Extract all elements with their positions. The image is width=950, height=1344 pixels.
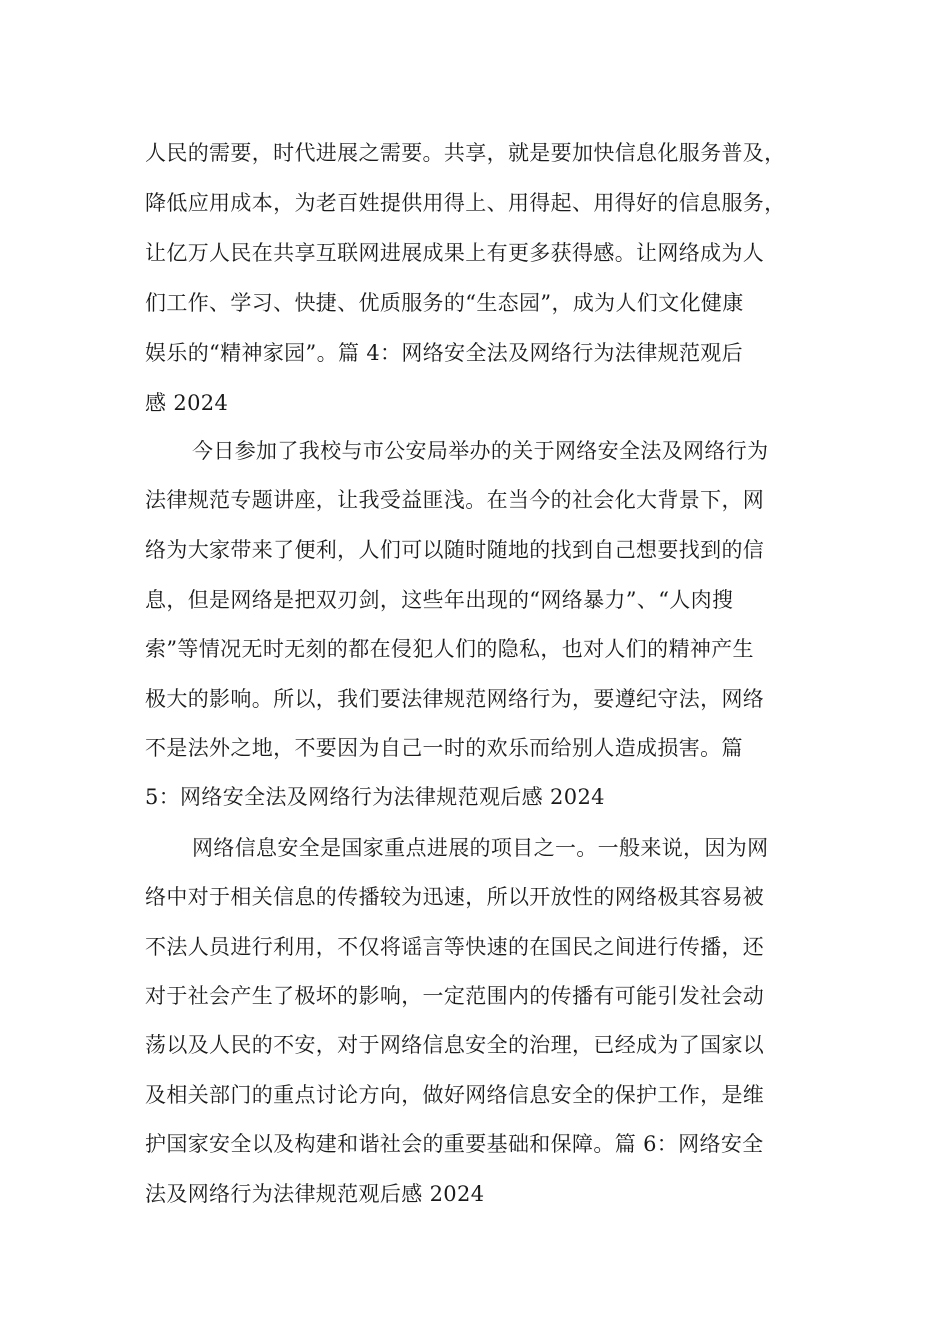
text-line: 索”等情况无时无刻的都在侵犯人们的隐私，也对人们的精神产生	[145, 637, 754, 661]
text-line: 感 2024	[145, 391, 229, 415]
text-line: 息，但是网络是把双刃剑，这些年出现的“网络暴力”、“人肉搜	[145, 588, 734, 612]
text-line: 极大的影响。所以，我们要法律规范网络行为，要遵纪守法，网络	[145, 687, 765, 711]
text-line: 网络信息安全是国家重点进展的项目之一。一般来说，因为网	[192, 836, 769, 860]
text-line: 人民的需要，时代进展之需要。共享，就是要加快信息化服务普及，	[145, 141, 786, 165]
text-line: 法律规范专题讲座，让我受益匪浅。在当今的社会化大背景下，网	[145, 488, 765, 512]
text-line: 荡以及人民的不安，对于网络信息安全的治理，已经成为了国家以	[145, 1033, 765, 1057]
text-line: 法及网络行为法律规范观后感 2024	[145, 1182, 485, 1206]
text-line: 对于社会产生了极坏的影响，一定范围内的传播有可能引发社会动	[145, 984, 765, 1008]
text-line: 降低应用成本，为老百姓提供用得上、用得起、用得好的信息服务，	[145, 191, 786, 215]
text-line: 及相关部门的重点讨论方向，做好网络信息安全的保护工作，是维	[145, 1083, 765, 1107]
text-line: 让亿万人民在共享互联网进展成果上有更多获得感。让网络成为人	[145, 241, 765, 265]
text-line: 络为大家带来了便利，人们可以随时随地的找到自己想要找到的信	[145, 538, 765, 562]
text-line: 不法人员进行利用，不仅将谣言等快速的在国民之间进行传播，还	[145, 935, 765, 959]
text-line: 们工作、学习、快捷、优质服务的“生态园”，成为人们文化健康	[145, 291, 744, 315]
text-line: 络中对于相关信息的传播较为迅速，所以开放性的网络极其容易被	[145, 885, 765, 909]
text-line: 娱乐的“精神家园”。篇 4：网络安全法及网络行为法律规范观后	[145, 341, 744, 365]
text-line: 5：网络安全法及网络行为法律规范观后感 2024	[145, 785, 605, 809]
text-line: 今日参加了我校与市公安局举办的关于网络安全法及网络行为	[192, 439, 769, 463]
text-line: 护国家安全以及构建和谐社会的重要基础和保障。篇 6：网络安全	[145, 1132, 764, 1156]
text-line: 不是法外之地，不要因为自己一时的欢乐而给别人造成损害。篇	[145, 736, 743, 760]
